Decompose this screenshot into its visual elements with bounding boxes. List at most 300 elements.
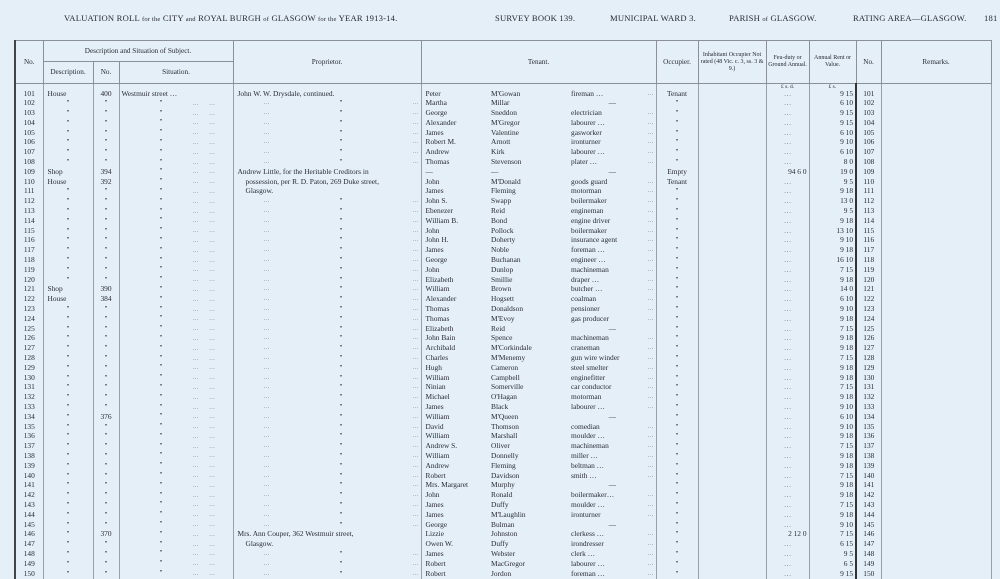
proprietor: … " …	[233, 500, 421, 510]
tenant-surname: Donaldson	[491, 304, 524, 314]
street-number: "	[93, 187, 119, 197]
annual-rent: 7 15	[809, 442, 856, 452]
occupation: —	[569, 99, 656, 109]
description: "	[43, 569, 93, 579]
municipal-ward: MUNICIPAL WARD 3.	[610, 13, 696, 23]
annual-rent: 9 10	[809, 236, 856, 246]
occupation: gun wire winder …	[569, 354, 656, 364]
occupation: draper … …	[569, 275, 656, 285]
row-number-right: 114	[856, 216, 881, 226]
row-number-right: 121	[856, 285, 881, 295]
occupation: ironturner …	[569, 510, 656, 520]
feu-duty: …	[766, 520, 809, 530]
row-number-right: 145	[856, 520, 881, 530]
inhabitant-occupier-cell	[698, 481, 766, 491]
street-number: "	[93, 314, 119, 324]
tenant-surname: Reid	[491, 323, 505, 333]
tenant-first-name: Alexander	[421, 118, 489, 128]
occupation: beltman … …	[569, 461, 656, 471]
feu-duty: …	[766, 207, 809, 217]
tenant-first-name: David	[421, 422, 489, 432]
remarks-cell	[881, 158, 991, 168]
tenant-surname: Noble	[491, 245, 510, 255]
inhabitant-occupier-cell	[698, 549, 766, 559]
description: "	[43, 314, 93, 324]
inhabitant-occupier-cell	[698, 451, 766, 461]
feu-duty: …	[766, 540, 809, 550]
occupation: labourer … …	[569, 559, 656, 569]
annual-rent: 6 10	[809, 148, 856, 158]
row-number-right: 147	[856, 540, 881, 550]
street-number: "	[93, 422, 119, 432]
occupation: gas producer …	[569, 314, 656, 324]
row-number-right: 146	[856, 530, 881, 540]
occupier: "	[656, 491, 698, 501]
situation: " … …	[119, 491, 233, 501]
row-number: 125	[15, 324, 43, 334]
feu-duty: …	[766, 373, 809, 383]
inhabitant-occupier-cell	[698, 207, 766, 217]
occupier: "	[656, 324, 698, 334]
occupation: machineman …	[569, 442, 656, 452]
feu-duty: …	[766, 491, 809, 501]
row-number-right: 130	[856, 373, 881, 383]
inhabitant-occupier-cell	[698, 236, 766, 246]
row-number: 124	[15, 314, 43, 324]
remarks-cell	[881, 226, 991, 236]
row-number: 103	[15, 109, 43, 119]
occupation: machineman …	[569, 265, 656, 275]
occupation: comedian …	[569, 422, 656, 432]
situation: " … …	[119, 451, 233, 461]
row-number: 131	[15, 383, 43, 393]
remarks-cell	[881, 481, 991, 491]
occupation: plater … …	[569, 158, 656, 168]
row-number: 126	[15, 334, 43, 344]
proprietor: … " …	[233, 138, 421, 148]
rating-area: RATING AREA—GLASGOW.	[853, 13, 967, 23]
header-description-group: Description and Situation of Subject.	[43, 41, 233, 62]
occupier: "	[656, 393, 698, 403]
occupier: "	[656, 265, 698, 275]
feu-duty: …	[766, 295, 809, 305]
street-number: "	[93, 383, 119, 393]
description: "	[43, 197, 93, 207]
tenant-surname: M'Menemy	[491, 353, 526, 363]
feu-duty: …	[766, 285, 809, 295]
feu-duty: …	[766, 451, 809, 461]
tenant-first-name: John	[421, 491, 489, 501]
occupier: "	[656, 158, 698, 168]
description: "	[43, 491, 93, 501]
situation: " … …	[119, 216, 233, 226]
situation: " … …	[119, 520, 233, 530]
inhabitant-occupier-cell	[698, 265, 766, 275]
feu-duty: …	[766, 422, 809, 432]
row-number: 105	[15, 128, 43, 138]
occupier: "	[656, 314, 698, 324]
inhabitant-occupier-cell	[698, 197, 766, 207]
row-number-right: 134	[856, 412, 881, 422]
feu-duty: …	[766, 128, 809, 138]
remarks-cell	[881, 393, 991, 403]
occupier: "	[656, 451, 698, 461]
tenant-first-name: Martha	[421, 99, 489, 109]
description: "	[43, 442, 93, 452]
inhabitant-occupier-cell	[698, 90, 766, 99]
inhabitant-occupier-cell	[698, 559, 766, 569]
row-number-right: 113	[856, 207, 881, 217]
occupation: gasworker …	[569, 128, 656, 138]
row-number: 145	[15, 520, 43, 530]
tenant-first-name: Hugh	[421, 363, 489, 373]
row-number-right: 124	[856, 314, 881, 324]
situation: " … …	[119, 109, 233, 119]
situation: " … …	[119, 285, 233, 295]
row-number-right: 126	[856, 334, 881, 344]
description: "	[43, 549, 93, 559]
proprietor: … " …	[233, 442, 421, 452]
situation: " … …	[119, 128, 233, 138]
proprietor: … " …	[233, 549, 421, 559]
description: "	[43, 99, 93, 109]
remarks-cell	[881, 295, 991, 305]
occupier: "	[656, 187, 698, 197]
tenant-first-name: John Bain	[421, 334, 489, 344]
tenant-first-name: —	[421, 167, 489, 177]
tenant-first-name: Alexander	[421, 295, 489, 305]
occupier: "	[656, 520, 698, 530]
description: "	[43, 128, 93, 138]
table-row	[15, 569, 991, 579]
street-number: "	[93, 451, 119, 461]
inhabitant-occupier-cell	[698, 569, 766, 579]
title-text: VALUATION ROLL	[64, 13, 140, 23]
tenant-surname: Fleming	[491, 186, 516, 196]
occupier: Tenant	[656, 90, 698, 99]
remarks-cell	[881, 324, 991, 334]
row-number: 136	[15, 432, 43, 442]
occupation: engineman …	[569, 207, 656, 217]
tenant-surname: Valentine	[491, 127, 519, 137]
situation: " … …	[119, 481, 233, 491]
tenant-first-name: William	[421, 451, 489, 461]
header-no: No.	[15, 41, 43, 84]
proprietor: … " …	[233, 197, 421, 207]
occupier: "	[656, 363, 698, 373]
row-number-right: 139	[856, 461, 881, 471]
tenant-surname: Arnott	[491, 137, 511, 147]
occupation: moulder … …	[569, 500, 656, 510]
row-number: 129	[15, 363, 43, 373]
title-text: ROYAL BURGH	[198, 13, 261, 23]
tenant-first-name: James	[421, 403, 489, 413]
street-number: 392	[93, 177, 119, 187]
feu-duty: …	[766, 334, 809, 344]
row-number-right: 132	[856, 393, 881, 403]
occupation: clerk … …	[569, 549, 656, 559]
proprietor: … " …	[233, 412, 421, 422]
inhabitant-occupier-cell	[698, 422, 766, 432]
tenant-surname: Stevenson	[491, 157, 522, 167]
tenant-first-name: James	[421, 246, 489, 256]
tenant-surname: Spence	[491, 333, 513, 343]
inhabitant-occupier-cell	[698, 295, 766, 305]
feu-duty: …	[766, 109, 809, 119]
occupation: moulder … …	[569, 432, 656, 442]
header-no-right: No.	[856, 41, 881, 84]
occupier: "	[656, 138, 698, 148]
row-number-right: 117	[856, 246, 881, 256]
row-number: 143	[15, 500, 43, 510]
street-number: "	[93, 549, 119, 559]
tenant-surname: Donnelly	[491, 450, 519, 460]
remarks-cell	[881, 549, 991, 559]
proprietor: … " …	[233, 373, 421, 383]
tenant-first-name: Ninian	[421, 383, 489, 393]
tenant-first-name: Elizabeth	[421, 324, 489, 334]
table-body	[15, 84, 991, 579]
row-number-right: 112	[856, 197, 881, 207]
description: "	[43, 422, 93, 432]
proprietor: … " …	[233, 207, 421, 217]
header-proprietor: Proprietor.	[233, 41, 421, 84]
feu-duty: …	[766, 236, 809, 246]
remarks-cell	[881, 334, 991, 344]
proprietor: … " …	[233, 118, 421, 128]
situation: " … …	[119, 559, 233, 569]
inhabitant-occupier-cell	[698, 324, 766, 334]
occupier: "	[656, 236, 698, 246]
situation: " … …	[119, 246, 233, 256]
proprietor: … " …	[233, 569, 421, 579]
proprietor: … " …	[233, 393, 421, 403]
proprietor: … " …	[233, 481, 421, 491]
remarks-cell	[881, 314, 991, 324]
tenant-first-name: John	[421, 177, 489, 187]
annual-rent: 9 15	[809, 90, 856, 99]
tenant-first-name: Peter	[421, 90, 489, 99]
tenant-first-name: Andrew	[421, 148, 489, 158]
feu-duty: …	[766, 177, 809, 187]
remarks-cell	[881, 471, 991, 481]
row-number-right: 142	[856, 491, 881, 501]
row-number: 117	[15, 246, 43, 256]
remarks-cell	[881, 451, 991, 461]
feu-duty: 94 6 0	[766, 167, 809, 177]
street-number: "	[93, 275, 119, 285]
street-number: "	[93, 500, 119, 510]
street-number: 390	[93, 285, 119, 295]
annual-rent: 9 15	[809, 569, 856, 579]
remarks-cell	[881, 403, 991, 413]
annual-rent: 9 18	[809, 432, 856, 442]
proprietor: … " …	[233, 99, 421, 109]
occupier: "	[656, 207, 698, 217]
remarks-cell	[881, 559, 991, 569]
feu-duty: …	[766, 393, 809, 403]
row-number-right: 120	[856, 275, 881, 285]
annual-rent: 9 5	[809, 177, 856, 187]
situation: " … …	[119, 363, 233, 373]
annual-rent: 9 10	[809, 138, 856, 148]
row-number-right: 116	[856, 236, 881, 246]
street-number: "	[93, 373, 119, 383]
row-number-right: 104	[856, 118, 881, 128]
row-number: 101	[15, 90, 43, 99]
title-text: YEAR 1913-14.	[338, 13, 398, 23]
description: "	[43, 305, 93, 315]
street-number: "	[93, 226, 119, 236]
occupier: "	[656, 334, 698, 344]
proprietor: Mrs. Ann Couper, 362 Westmuir street,	[233, 530, 421, 540]
row-number-right: 109	[856, 167, 881, 177]
parish	[729, 13, 816, 23]
inhabitant-occupier-cell	[698, 354, 766, 364]
remarks-cell	[881, 265, 991, 275]
occupier: "	[656, 383, 698, 393]
row-number-right: 106	[856, 138, 881, 148]
remarks-cell	[881, 118, 991, 128]
feu-duty: …	[766, 559, 809, 569]
feu-duty: …	[766, 363, 809, 373]
description: "	[43, 187, 93, 197]
situation: " … …	[119, 442, 233, 452]
occupation: smith … …	[569, 471, 656, 481]
feu-duty: …	[766, 118, 809, 128]
occupation: labourer … …	[569, 148, 656, 158]
tenant-first-name: William	[421, 432, 489, 442]
street-number: 370	[93, 530, 119, 540]
annual-rent: 9 18	[809, 481, 856, 491]
inhabitant-occupier-cell	[698, 285, 766, 295]
description: "	[43, 530, 93, 540]
occupier: "	[656, 432, 698, 442]
row-number-right: 128	[856, 354, 881, 364]
row-number-right: 101	[856, 90, 881, 99]
remarks-cell	[881, 305, 991, 315]
occupation: —	[569, 412, 656, 422]
proprietor: … " …	[233, 403, 421, 413]
occupier: "	[656, 295, 698, 305]
tenant-surname: Murphy	[491, 480, 515, 490]
tenant-first-name: Thomas	[421, 305, 489, 315]
description: House	[43, 295, 93, 305]
tenant-surname: Bond	[491, 215, 508, 225]
occupation: foreman … …	[569, 246, 656, 256]
street-number: 394	[93, 167, 119, 177]
feu-duty: …	[766, 324, 809, 334]
occupation: labourer … …	[569, 403, 656, 413]
row-number: 128	[15, 354, 43, 364]
annual-rent: 9 10	[809, 305, 856, 315]
tenant-first-name: Charles	[421, 354, 489, 364]
row-number-right: 135	[856, 422, 881, 432]
proprietor: … " …	[233, 216, 421, 226]
tenant-surname: Jordon	[491, 568, 512, 578]
row-number: 127	[15, 344, 43, 354]
occupier: "	[656, 373, 698, 383]
occupier: "	[656, 422, 698, 432]
tenant-surname: Millar	[491, 98, 510, 108]
street-number: "	[93, 569, 119, 579]
inhabitant-occupier-cell	[698, 403, 766, 413]
annual-rent: 9 10	[809, 520, 856, 530]
description: "	[43, 158, 93, 168]
inhabitant-occupier-cell	[698, 412, 766, 422]
street-number: "	[93, 510, 119, 520]
proprietor: … " …	[233, 275, 421, 285]
row-number: 119	[15, 265, 43, 275]
row-number-right: 136	[856, 432, 881, 442]
occupation: irondresser …	[569, 540, 656, 550]
page-number: 181	[984, 13, 998, 23]
proprietor: … " …	[233, 559, 421, 569]
occupier: Empty	[656, 167, 698, 177]
inhabitant-occupier-cell	[698, 510, 766, 520]
tenant-first-name: James	[421, 510, 489, 520]
tenant-surname: Black	[491, 402, 509, 411]
proprietor: … " …	[233, 109, 421, 119]
inhabitant-occupier-cell	[698, 99, 766, 109]
tenant-first-name: Robert M.	[421, 138, 489, 148]
row-number: 114	[15, 216, 43, 226]
row-number: 135	[15, 422, 43, 432]
annual-rent: 7 15	[809, 500, 856, 510]
row-number-right: 148	[856, 549, 881, 559]
tenant-surname: M'Queen	[491, 411, 519, 421]
description: "	[43, 500, 93, 510]
street-number: "	[93, 99, 119, 109]
tenant-surname: —	[491, 166, 499, 176]
inhabitant-occupier-cell	[698, 530, 766, 540]
proprietor: Glasgow.	[233, 540, 421, 550]
street-number: "	[93, 344, 119, 354]
occupation: —	[569, 324, 656, 334]
description: "	[43, 471, 93, 481]
inhabitant-occupier-cell	[698, 442, 766, 452]
tenant-surname: M'Corkindale	[491, 343, 532, 353]
annual-rent: 9 18	[809, 363, 856, 373]
occupier: "	[656, 344, 698, 354]
description: "	[43, 481, 93, 491]
situation: " … …	[119, 148, 233, 158]
row-number: 148	[15, 549, 43, 559]
inhabitant-occupier-cell	[698, 187, 766, 197]
tenant-first-name: James	[421, 500, 489, 510]
street-number: "	[93, 109, 119, 119]
feu-duty: …	[766, 314, 809, 324]
street-number: "	[93, 256, 119, 266]
remarks-cell	[881, 569, 991, 579]
row-number: 132	[15, 393, 43, 403]
street-number: "	[93, 128, 119, 138]
proprietor: Andrew Little, for the Heritable Creditors in	[233, 167, 421, 177]
row-number: 150	[15, 569, 43, 579]
annual-rent: 6 5	[809, 559, 856, 569]
feu-duty: …	[766, 305, 809, 315]
row-number: 111	[15, 187, 43, 197]
occupation: engineer … …	[569, 256, 656, 266]
inhabitant-occupier-cell	[698, 177, 766, 187]
occupier: "	[656, 128, 698, 138]
inhabitant-occupier-cell	[698, 314, 766, 324]
occupation: butcher … …	[569, 285, 656, 295]
row-number-right: 127	[856, 344, 881, 354]
tenant-surname: Reid	[491, 206, 505, 216]
tenant-surname: Campbell	[491, 372, 520, 382]
tenant-first-name: George	[421, 256, 489, 266]
